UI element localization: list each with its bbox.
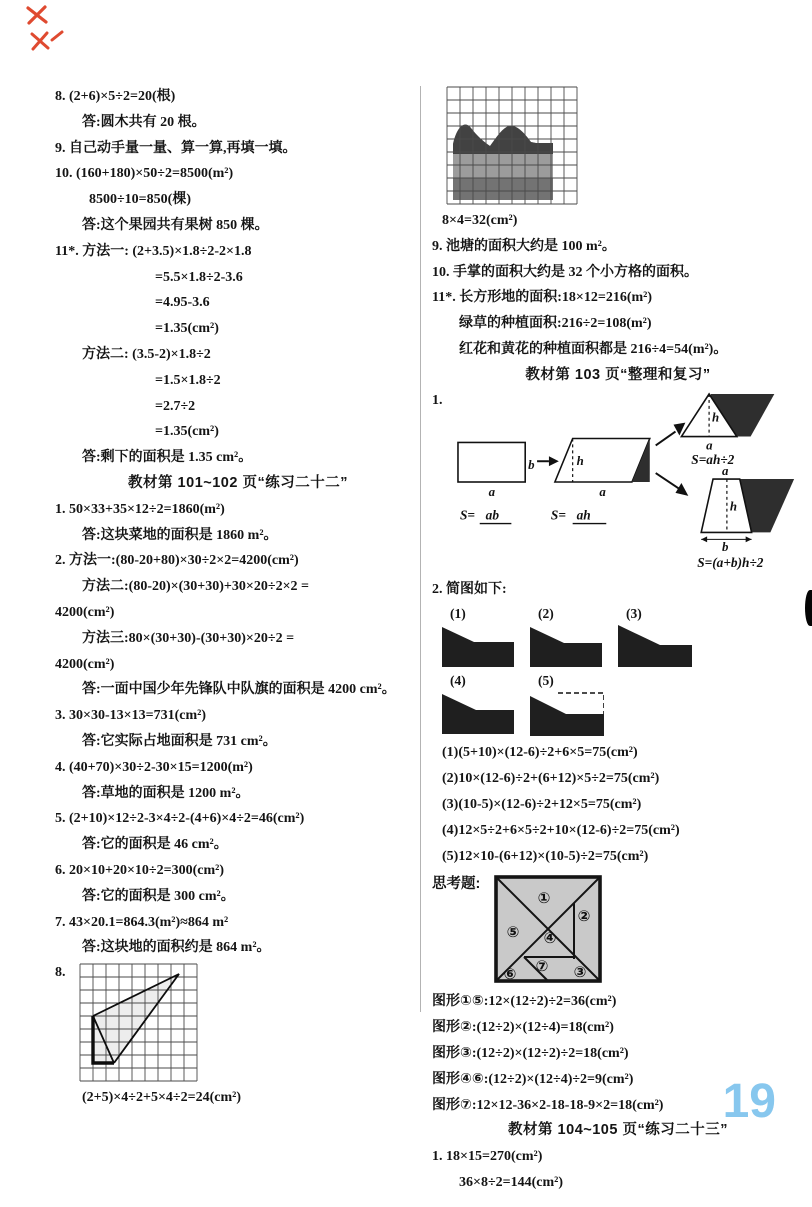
svg-text:⑦: ⑦ (535, 959, 549, 976)
answer-line: 答:一面中国少年先锋队中队旗的面积是 4200 cm²。 (82, 682, 396, 698)
svg-text:a: a (488, 484, 496, 499)
svg-text:ah: ah (576, 507, 591, 523)
grid-triangle-diagram (79, 963, 199, 1083)
calc-line: 36×8÷2=144(cm²) (459, 1174, 564, 1190)
svg-text:h: h (729, 499, 738, 514)
grading-marks (22, 2, 68, 62)
right-column (432, 84, 804, 1196)
scan-artifact (805, 590, 812, 626)
calc-line: =5.5×1.8÷2-3.6 (155, 269, 243, 285)
calc-line: 8×4=32(cm²) (442, 213, 518, 228)
problem-1-line: 1. 50×33+35×12÷2=1860(m²) (55, 501, 225, 517)
shape-caption: (1) (450, 606, 466, 622)
svg-text:ab: ab (485, 507, 499, 523)
section-heading: 教材第 103 页“整理和复习” (525, 366, 711, 383)
calc-line: (3)(10-5)×(12-6)÷2+12×5=75(cm²) (442, 796, 642, 812)
sketch-shape-2 (530, 604, 602, 667)
left-column (55, 84, 421, 1111)
svg-text:h: h (576, 453, 584, 468)
sketch-shape-4 (442, 671, 514, 736)
thinking-problem-label: 思考题: (432, 876, 481, 893)
problem-5-line: 5. (2+10)×12÷2-3×4÷2-(4+6)×4÷2=46(cm²) (55, 811, 305, 827)
calc-line: =1.35(cm²) (155, 424, 219, 440)
svg-text:a: a (721, 463, 729, 478)
svg-text:S=: S= (459, 507, 475, 523)
answer-line: 答:圆木共有 20 根。 (82, 114, 206, 130)
figure-calc-line: 图形⑦:12×12-36×2-18-18-9×2=18(cm²) (432, 1097, 664, 1113)
sketch-shape-1 (442, 604, 514, 667)
shape-caption: (2) (538, 606, 554, 622)
problem-3-line: 3. 30×30-13×13=731(cm²) (55, 708, 206, 724)
calc-line: 红花和黄花的种植面积都是 216÷4=54(m²)。 (459, 341, 728, 357)
figure-calc-line: 图形①⑤:12×(12÷2)÷2=36(cm²) (432, 994, 617, 1010)
problem-8-line: 8. (2+6)×5÷2=20(根) (55, 89, 176, 104)
tangram-square-diagram (488, 873, 610, 985)
method-line: 方法二:(80-20)×(30+30)+30×20÷2×2 = (82, 579, 310, 595)
svg-text:②: ② (577, 909, 591, 926)
shape-caption: (5) (538, 673, 554, 689)
problem8-grid-figure (55, 963, 421, 1083)
problem-9-line: 9. 自己动手量一量、算一算,再填一填。 (55, 140, 297, 156)
svg-text:a: a (706, 437, 713, 452)
method-line: 方法二: (3.5-2)×1.8÷2 (82, 346, 211, 362)
answer-line: 答:这块地的面积约是 864 m²。 (82, 940, 271, 956)
thinking-problem-figure (432, 873, 804, 985)
answer-line: 答:它的面积是 46 cm²。 (82, 837, 228, 853)
problem-1-line: 1. 18×15=270(cm²) (432, 1149, 543, 1165)
calc-line: 8500÷10=850(棵) (89, 192, 191, 208)
calc-line: (2)10×(12-6)÷2+(6+12)×5÷2=75(cm²) (442, 771, 660, 787)
figure-calc-line: 图形④⑥:(12÷2)×(12÷4)÷2=9(cm²) (432, 1071, 634, 1087)
problem-11-line: 11*. 方法一: (2+3.5)×1.8÷2-2×1.8 (55, 243, 252, 259)
svg-text:⑤: ⑤ (506, 925, 520, 942)
calc-line: 4200(cm²) (55, 604, 115, 620)
calc-line: (2+5)×4÷2+5×4÷2=24(cm²) (82, 1090, 241, 1106)
sketch-shape-3 (618, 604, 692, 667)
formula-derivation-svg (456, 391, 804, 573)
svg-text:⑥: ⑥ (503, 967, 517, 984)
answer-line: 答:这块菜地的面积是 1860 m²。 (82, 527, 278, 543)
calc-line: =4.95-3.6 (155, 295, 210, 311)
calc-line: (4)12×5÷2+6×5÷2+10×(12-6)÷2=75(cm²) (442, 822, 680, 838)
method-line: 方法三:80×(30+30)-(30+30)×20÷2 = (82, 630, 295, 646)
sketch-shape-5 (530, 671, 604, 736)
problem-10-line: 10. 手掌的面积大约是 32 个小方格的面积。 (432, 264, 698, 280)
svg-text:S=: S= (550, 507, 566, 523)
grid-hills-diagram (446, 86, 579, 206)
problem-2-line: 2. 简图如下: (432, 581, 507, 597)
svg-text:S=ah÷2: S=ah÷2 (691, 451, 735, 467)
calc-line: 绿草的种植面积:216÷2=108(m²) (459, 316, 652, 332)
calc-line: =2.7÷2 (155, 398, 196, 414)
answer-line: 答:草地的面积是 1200 m²。 (82, 785, 250, 801)
problem-2-line: 2. 方法一:(80-20+80)×30÷2×2=4200(cm²) (55, 553, 299, 569)
section-heading: 教材第 104~105 页“练习二十三” (508, 1122, 728, 1139)
shape-caption: (4) (450, 673, 466, 689)
shape-caption: (3) (626, 606, 642, 622)
svg-text:④: ④ (543, 931, 557, 948)
calc-line: 4200(cm²) (55, 656, 115, 672)
figure-calc-line: 图形②:(12÷2)×(12÷4)=18(cm²) (432, 1020, 614, 1036)
problem-4-line: 4. (40+70)×30÷2-30×15=1200(m²) (55, 759, 253, 775)
svg-text:①: ① (537, 891, 551, 908)
problem-9-line: 9. 池塘的面积大约是 100 m²。 (432, 238, 616, 254)
figure-calc-line: 图形③:(12÷2)×(12÷2)÷2=18(cm²) (432, 1045, 629, 1061)
problem-11-line: 11*. 长方形地的面积:18×12=216(m²) (432, 290, 653, 306)
problem-10-line: 10. (160+180)×50÷2=8500(m²) (55, 166, 234, 182)
section-heading: 教材第 101~102 页“练习二十二” (128, 474, 348, 491)
svg-text:b: b (528, 457, 535, 472)
problem-7-line: 7. 43×20.1=864.3(m²)≈864 m² (55, 914, 229, 930)
page-number: 19 (722, 1075, 776, 1128)
calc-line: (1)(5+10)×(12-6)÷2+6×5=75(cm²) (442, 745, 638, 761)
item-number: 1. (432, 392, 443, 408)
item-number: 8. (55, 965, 66, 981)
grid-area-figure (446, 86, 804, 206)
sketch-shapes-figure (432, 604, 804, 736)
svg-text:③: ③ (573, 965, 587, 982)
answer-line: 答:它实际占地面积是 731 cm²。 (82, 733, 277, 749)
calc-line: =1.5×1.8÷2 (155, 372, 221, 388)
calc-line: =1.35(cm²) (155, 321, 219, 337)
answer-line: 答:这个果园共有果树 850 棵。 (82, 217, 269, 233)
svg-text:a: a (599, 484, 606, 499)
svg-text:b: b (721, 539, 729, 554)
area-formula-diagram (432, 391, 804, 573)
problem-6-line: 6. 20×10+20×10÷2=300(cm²) (55, 862, 224, 878)
svg-text:h: h (712, 410, 720, 425)
answer-line: 答:它的面积是 300 cm²。 (82, 888, 235, 904)
svg-text:S=(a+b)h÷2: S=(a+b)h÷2 (697, 554, 764, 570)
calc-line: (5)12×10-(6+12)×(10-5)÷2=75(cm²) (442, 848, 649, 864)
answer-line: 答:剩下的面积是 1.35 cm²。 (82, 450, 253, 466)
